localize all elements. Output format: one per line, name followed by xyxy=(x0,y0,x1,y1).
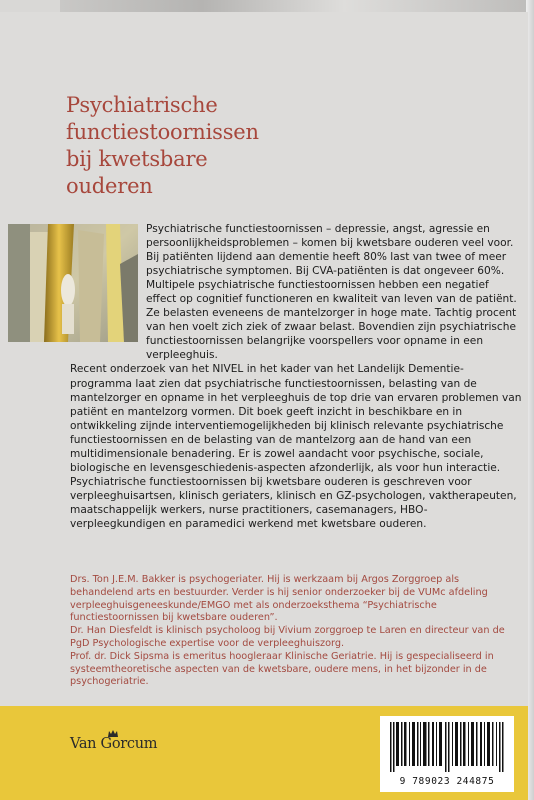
description-paragraph: Psychiatrische functiestoornissen bij kwetsbare ouderen is geschreven voor verpleeghuisartsen, klinisch geriaters, klinisch en GZ-psychologen, vaktherapeuten, maatschappelijk werkers, nurse practitioners, casemanagers, HBO-verpleegkundigen en paramedici werkend met kwetsbare ouderen. xyxy=(70,475,517,530)
description-paragraph: Psychiatrische functiestoornissen – depressie, angst, agressie en persoonlijkheidsproblemen – komen bij kwetsbare ouderen veel voor. Bij patiënten lijdend aan dementie heeft 80% last van twee of meer psychiatrische symptomen. Bij CVA-patiënten is dat ongeveer 60%. Multipele psychiatrische functiestoornissen hebben een negatief effect op cognitief functioneren en kwaliteit van leven van de patiënt. Ze belasten eveneens de mantelzorger in hoge mate. Tachtig procent van hen voelt zich ziek of zwaar belast. Bovendien zijn psychiatrische functiestoornissen belangrijke voorspellers voor opname in een verpleeghuis. xyxy=(146,223,517,362)
author-bio: Prof. dr. Dick Sipsma is emeritus hoogleraar Klinische Geriatrie. Hij is gespecialiseerd in systeemtheoretische aspecten van de kwetsbare, oudere mens, in het bijzonder in de psychogeriatrie. xyxy=(70,650,494,688)
title-line: functiestoornissen xyxy=(66,120,259,144)
title-line: bij kwetsbare xyxy=(66,147,208,171)
book-description xyxy=(70,222,522,531)
artwork-float-spacer xyxy=(70,222,146,359)
isbn-barcode xyxy=(380,716,514,792)
author-bio: Dr. Han Diesfeldt is klinisch psycholoog bij Vivium zorggroep te Laren en directeur van de PgD Psychologische expertise voor de verpleeghuiszorg. xyxy=(70,625,505,649)
description-paragraph: Recent onderzoek van het NIVEL in het kader van het Landelijk Dementie-programma laat zien dat psychiatrische functiestoornissen, belasting van de mantelzorger en opname in het verpleeghuis de top drie van ervaren problemen van patiënt en mantelzorg vormen. Dit boek geeft inzicht in beschikbare en in ontwikkeling zijnde interventiemogelijkheden bij klinisch relevante psychiatrische functiestoornissen en de belasting van de mantelzorg aan de hand van een multidimensionale benadering. Er is zowel aandacht voor psychische, sociale, biologische en levensgeschiedenis-aspecten afzonderlijk, als voor hun interactie. xyxy=(70,363,522,474)
publisher-logo: Van Gorcum xyxy=(70,736,158,752)
title-line: Psychiatrische xyxy=(66,93,218,117)
author-bio: Drs. Ton J.E.M. Bakker is psychogeriater. Hij is werkzaam bij Argos Zorggroep als behandelend arts en bestuurder. Verder is hij senior onderzoeker bij de VUMc afdeling verpleeghuisgeneeskunde/EMGO met als onderzoeksthema “Psychiatrische functiestoornissen bij kwetsbare ouderen”. xyxy=(70,574,488,624)
book-title xyxy=(66,92,366,200)
barcode-icon xyxy=(390,722,504,772)
author-bios xyxy=(70,574,522,689)
isbn-number: 9 789023 244875 xyxy=(399,776,495,787)
title-line: ouderen xyxy=(66,174,153,198)
